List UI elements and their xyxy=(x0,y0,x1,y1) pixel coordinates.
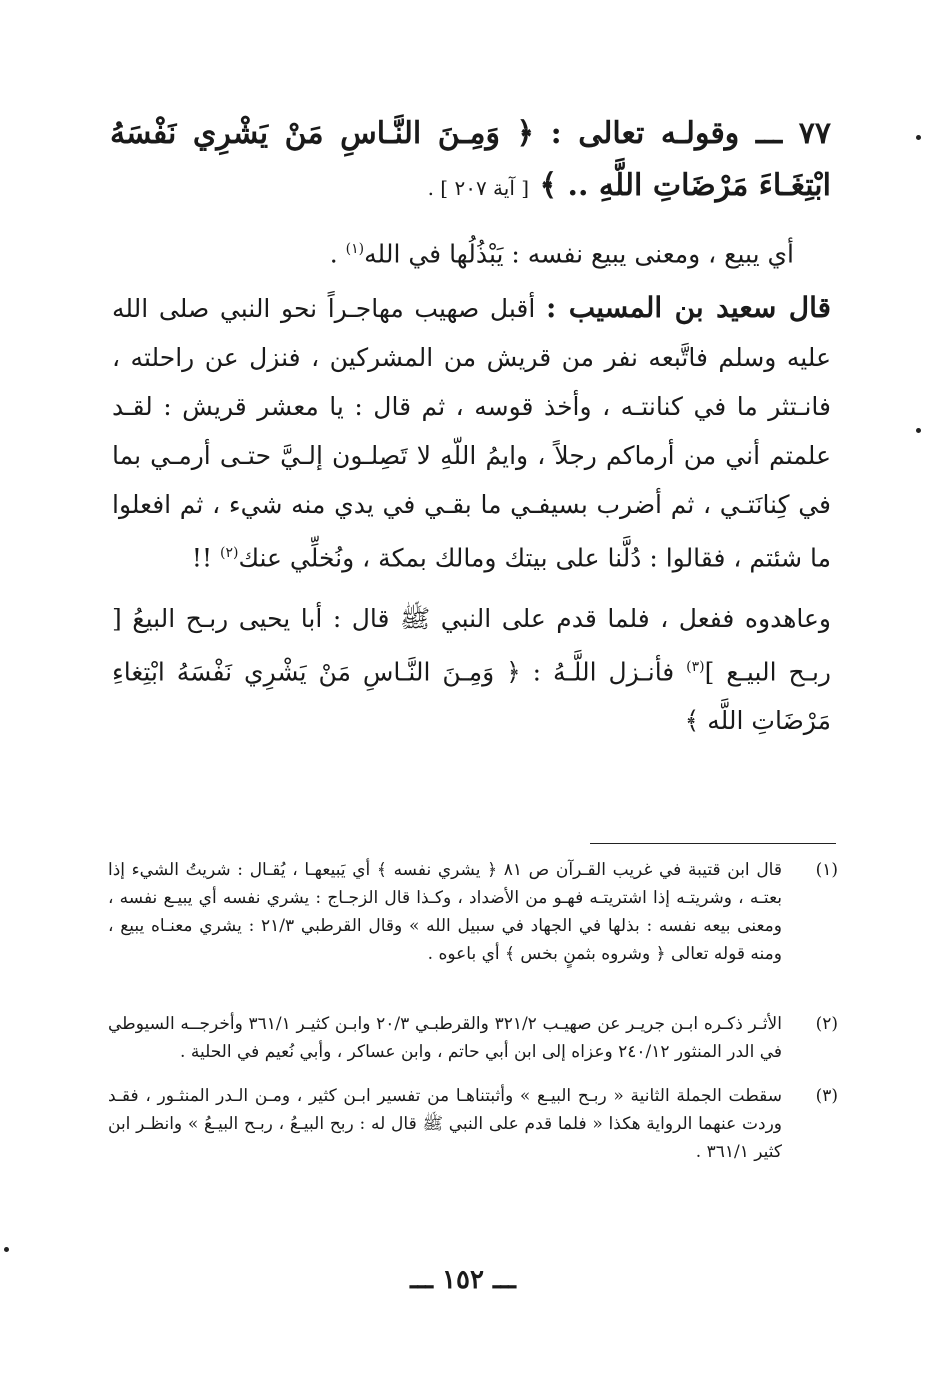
footnote xyxy=(108,1010,838,1066)
verse-text: وقولـه تعالى : ﴿ وَمِـنَ النَّـاسِ مَنْ يَشْرِي نَفْسَهُ ابْتِغَـاءَ مَرْضَاتِ اللَّهِ .. ﴾ xyxy=(110,116,831,203)
footnote xyxy=(108,1082,838,1166)
verse-heading xyxy=(110,108,831,214)
verse-reference: [ آية ٢٠٧ ] . xyxy=(427,176,530,200)
narrator-name: قال سعيد بن المسيب : xyxy=(545,291,831,324)
paragraph-meaning: أي يبيع ، ومعنى يبيع نفسه : يَبْذُلُها في الله$^{(١)}$ . xyxy=(329,239,794,269)
footnote-text: سقطت الجملة الثانية « ربـح البيـع » وأثبتناهـا من تفسير ابـن كثير ، ومـن الـدر المنثـور ، فقـد وردت عنهما الرواية هكذا « فلما قدم على النبي ﷺ قال له : ربح البيـعُ ، ربـح البيـعُ » وانظـر ابن كثير ٣٦١/١ . xyxy=(108,1086,782,1162)
scan-mark xyxy=(4,1247,9,1252)
paragraph-narration: قال سعيد بن المسيب : أقبل صهيب مهاجـراً نحو النبي صلى الله عليه وسلم فاتَّبعه نفر من قريش من المشركين ، فنزل عن راحلته ، فانـتثر ما في كنانتـه ، وأخذ قوسه ، ثم قال : يا معشر قريش : لقـد علمتم أني من أرماكم رجلاً ، وايمُ اللّهِ لا تَصِلـون إلـيَّ حتـى أرمـي بما في كِنانَتـي ، ثم أضرب بسيفـي ما بقـي في يدي منه شيء ، ثم افعلوا ما شئتم ، فقالوا : دُلَّنا على بيتك ومالك بمكة ، ونُخلِّي عنك$^{(٢)}$ !! xyxy=(112,291,831,573)
paragraph-conclusion: وعاهدوه ففعل ، فلما قدم على النبي ﷺ قال : أبا يحيى ربـح البيعُ [ ربـح البيـع ]$^{(٣)}$ فأنـزل اللَّـهُ : ﴿ وَمِـنَ النَّـاسِ مَنْ يَشْرِي نَفْسَهُ ابْتِغاءِ مَرْضَاتِ اللَّه ﴾ xyxy=(112,604,831,736)
footnote-marker: (١) xyxy=(345,241,365,257)
footnote-text: قال ابن قتيبة في غريب القـرآن ص ٨١ ﴿ يشري نفسه ﴾ أي يَبيعهـا ، يُقـال : شريتُ الشيء إذا بعتـه ، وشريتـه إذا اشتريتـه فهـو من الأضداد ، وكـذا قال الزجـاج : يشري نفسه أي يبيـع نفسه ، ومعنى بيعه نفسه : بذلها في الجهاد في سبيل الله » وقال القرطبي ٢١/٣ : يشري معنـاه يبيع ، ومنه قوله تعالى ﴿ وشروه بثمنٍ بخس ﴾ أي باعوه . xyxy=(108,860,782,964)
scan-mark xyxy=(916,135,921,140)
footnote-number: (١) xyxy=(815,860,838,880)
footnote-number: (٣) xyxy=(815,1086,838,1106)
page-number: ـــ ١٥٢ ـــ xyxy=(410,1265,516,1295)
entry-number: ٧٧ ـــ xyxy=(755,116,832,151)
scan-mark xyxy=(916,428,921,433)
footnote-marker: (٢) xyxy=(219,545,239,561)
footnote-marker: (٣) xyxy=(686,659,705,675)
footnote-text: الأثـر ذكـره ابـن جريـر عن صهيـب ٣٢١/٢ والقرطبـي ٢٠/٣ وابـن كثيـر ٣٦١/١ وأخرجــه السيوطي في الدر المنثور ٢٤٠/١٢ وعزاه إلى ابن أبي حاتم ، وابن عساكر ، وأبي نُعيم في الحلية . xyxy=(108,1014,782,1062)
footnote-separator xyxy=(590,843,836,844)
footnote-number: (٢) xyxy=(815,1014,838,1034)
footnote xyxy=(108,856,838,968)
